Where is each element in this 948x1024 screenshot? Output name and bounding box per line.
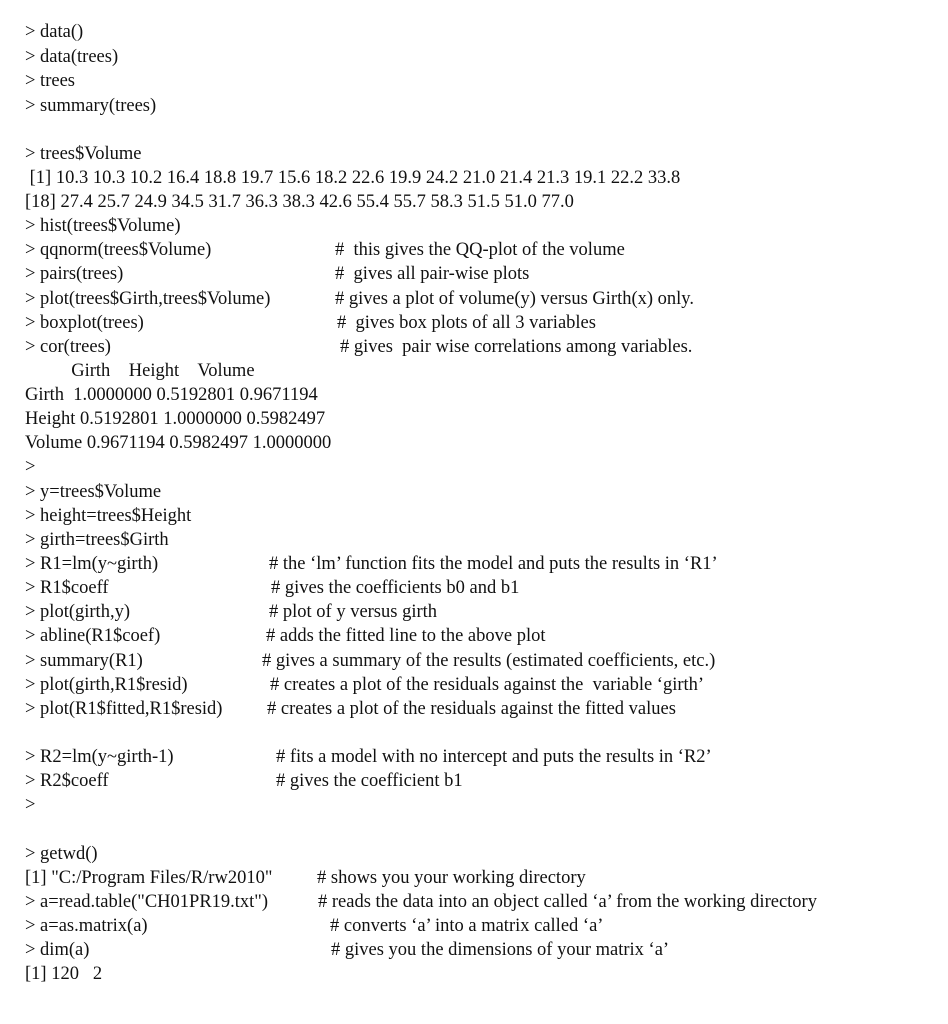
code-line-cor: > cor(trees) bbox=[25, 337, 111, 357]
code-line-r2-coeff: > R2$coeff bbox=[25, 771, 109, 791]
code-line-y: > y=trees$Volume bbox=[25, 482, 162, 502]
code-line-r1-lm: > R1=lm(y~girth) bbox=[25, 554, 159, 574]
comment-as-matrix: # converts ‘a’ into a matrix called ‘a’ bbox=[330, 916, 604, 936]
output-line-dim: [1] 120 2 bbox=[25, 964, 103, 984]
code-line-boxplot: > boxplot(trees) bbox=[25, 313, 144, 333]
output-line-volume-18: [18] 27.4 25.7 24.9 34.5 31.7 36.3 38.3 42.6 55.4 55.7 58.3 51.5 51.0 77.0 bbox=[25, 192, 574, 212]
code-line-girth: > girth=trees$Girth bbox=[25, 530, 169, 550]
code-line-read-table: > a=read.table("CH01PR19.txt") bbox=[25, 892, 269, 912]
comment-plot-fitted-resid: # creates a plot of the residuals against the fitted values bbox=[267, 699, 676, 719]
output-cor-header: Girth Height Volume bbox=[25, 361, 255, 381]
code-line-hist: > hist(trees$Volume) bbox=[25, 216, 181, 236]
code-line-plot-fitted-resid: > plot(R1$fitted,R1$resid) bbox=[25, 699, 223, 719]
code-line-trees: > trees bbox=[25, 71, 75, 91]
code-line-plot-girth-volume: > plot(trees$Girth,trees$Volume) bbox=[25, 289, 271, 309]
prompt-line-2: > bbox=[25, 795, 36, 815]
code-line-summary-trees: > summary(trees) bbox=[25, 96, 157, 116]
code-line-plot-girth-y: > plot(girth,y) bbox=[25, 602, 130, 622]
code-line-dim: > dim(a) bbox=[25, 940, 90, 960]
comment-r2-lm: # fits a model with no intercept and puts the results in ‘R2’ bbox=[276, 747, 712, 767]
output-cor-row-girth: Girth 1.0000000 0.5192801 0.9671194 bbox=[25, 385, 318, 405]
comment-r2-coeff: # gives the coefficient b1 bbox=[276, 771, 463, 791]
code-line-as-matrix: > a=as.matrix(a) bbox=[25, 916, 148, 936]
output-cor-row-volume: Volume 0.9671194 0.5982497 1.0000000 bbox=[25, 433, 332, 453]
comment-abline: # adds the fitted line to the above plot bbox=[266, 626, 546, 646]
code-line-r2-lm: > R2=lm(y~girth-1) bbox=[25, 747, 174, 767]
comment-plot-girth-volume: # gives a plot of volume(y) versus Girth(x) only. bbox=[335, 289, 694, 309]
comment-cor: # gives pair wise correlations among variables. bbox=[340, 337, 693, 357]
code-line-data: > data() bbox=[25, 22, 84, 42]
comment-plot-girth-y: # plot of y versus girth bbox=[269, 602, 438, 622]
comment-dim: # gives you the dimensions of your matrix ‘a’ bbox=[331, 940, 670, 960]
comment-pairs: # gives all pair-wise plots bbox=[335, 264, 530, 284]
comment-plot-resid: # creates a plot of the residuals against the variable ‘girth’ bbox=[270, 675, 705, 695]
code-line-qqnorm: > qqnorm(trees$Volume) bbox=[25, 240, 212, 260]
prompt-line: > bbox=[25, 457, 36, 477]
code-line-r1-coeff: > R1$coeff bbox=[25, 578, 109, 598]
comment-r1-lm: # the ‘lm’ function fits the model and puts the results in ‘R1’ bbox=[269, 554, 718, 574]
code-line-trees-volume: > trees$Volume bbox=[25, 144, 142, 164]
output-line-wd: [1] "C:/Program Files/R/rw2010" bbox=[25, 868, 273, 888]
comment-qqnorm: # this gives the QQ-plot of the volume bbox=[335, 240, 625, 260]
code-line-getwd: > getwd() bbox=[25, 844, 98, 864]
output-cor-row-height: Height 0.5192801 1.0000000 0.5982497 bbox=[25, 409, 326, 429]
code-line-data-trees: > data(trees) bbox=[25, 47, 119, 67]
comment-boxplot: # gives box plots of all 3 variables bbox=[337, 313, 596, 333]
code-line-abline: > abline(R1$coef) bbox=[25, 626, 161, 646]
code-line-height: > height=trees$Height bbox=[25, 506, 192, 526]
comment-r1-coeff: # gives the coefficients b0 and b1 bbox=[271, 578, 520, 598]
comment-summary-r1: # gives a summary of the results (estimated coefficients, etc.) bbox=[262, 651, 716, 671]
comment-read-table: # reads the data into an object called ‘a’ from the working directory bbox=[318, 892, 817, 912]
output-line-volume-1: [1] 10.3 10.3 10.2 16.4 18.8 19.7 15.6 18.2 22.6 19.9 24.2 21.0 21.4 21.3 19.1 22.2 33.8 bbox=[25, 168, 681, 188]
comment-wd: # shows you your working directory bbox=[317, 868, 586, 888]
code-line-pairs: > pairs(trees) bbox=[25, 264, 124, 284]
code-line-plot-resid: > plot(girth,R1$resid) bbox=[25, 675, 188, 695]
code-line-summary-r1: > summary(R1) bbox=[25, 651, 143, 671]
